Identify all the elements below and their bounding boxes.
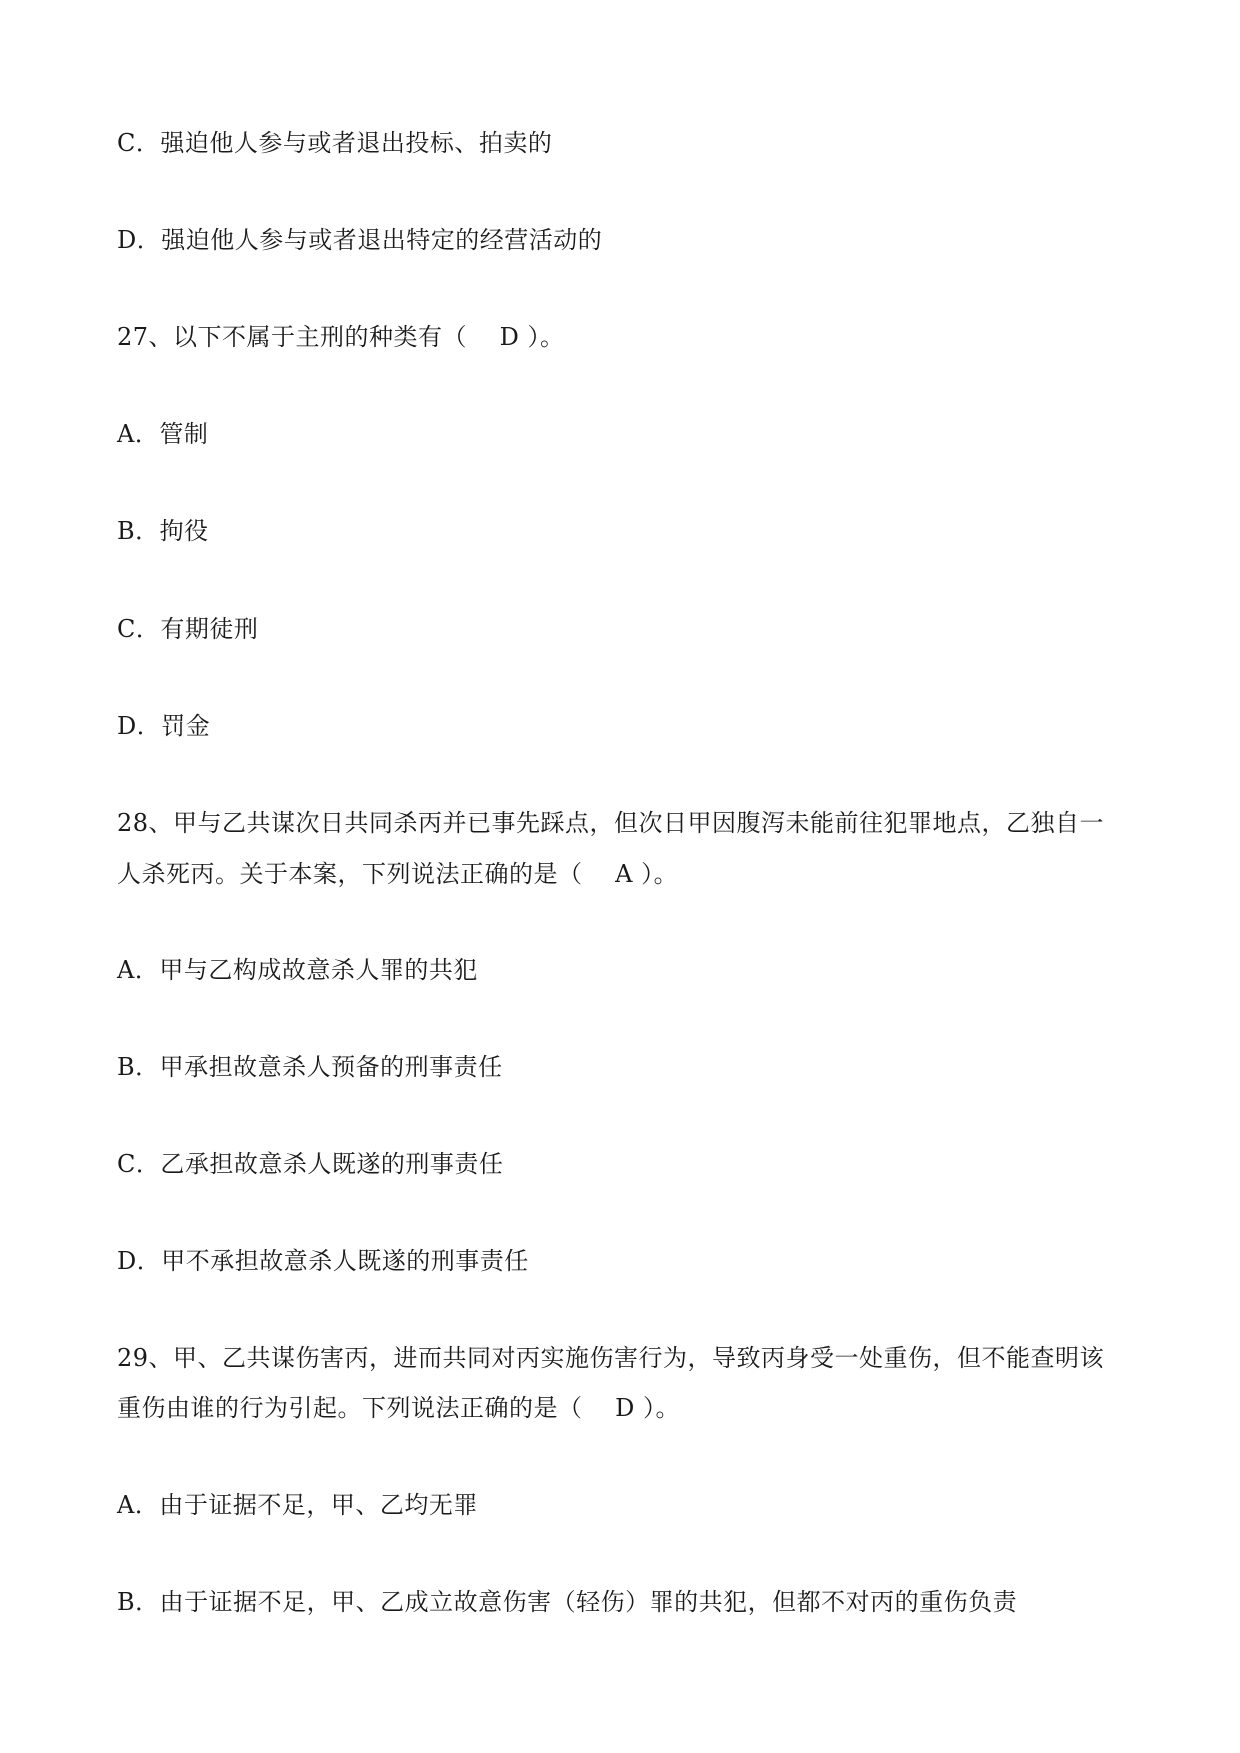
option-b-q29: B．由于证据不足，甲、乙成立故意伤害（轻伤）罪的共犯，但都不对丙的重伤负责 bbox=[117, 1588, 1018, 1616]
option-d-q28: D．甲不承担故意杀人既遂的刑事责任 bbox=[117, 1247, 529, 1275]
option-a-q29: A．由于证据不足，甲、乙均无罪 bbox=[117, 1491, 478, 1519]
option-d-q27: D．罚金 bbox=[117, 712, 211, 740]
option-a-q27: A．管制 bbox=[117, 420, 209, 448]
option-a-q28: A．甲与乙构成故意杀人罪的共犯 bbox=[117, 956, 478, 984]
question-29-line-2: 重伤由谁的行为引起。下列说法正确的是（ D ）。 bbox=[117, 1394, 680, 1422]
option-b-q28: B．甲承担故意杀人预备的刑事责任 bbox=[117, 1053, 503, 1081]
option-c-q27: C．有期徒刑 bbox=[117, 615, 259, 643]
option-c-q28: C．乙承担故意杀人既遂的刑事责任 bbox=[117, 1150, 504, 1178]
option-b-q27: B．拘役 bbox=[117, 517, 209, 545]
question-28-line-1: 28、甲与乙共谋次日共同杀丙并已事先踩点，但次日甲因腹泻未能前往犯罪地点，乙独自一 bbox=[117, 809, 1105, 837]
question-29-line-1: 29、甲、乙共谋伤害丙，进而共同对丙实施伤害行为，导致丙身受一处重伤，但不能查明该 bbox=[117, 1344, 1105, 1372]
question-27: 27、以下不属于主刑的种类有（ D ）。 bbox=[117, 323, 565, 351]
option-d-q26: D．强迫他人参与或者退出特定的经营活动的 bbox=[117, 226, 603, 254]
question-28-line-2: 人杀死丙。关于本案，下列说法正确的是（ A ）。 bbox=[117, 860, 679, 888]
option-c-q26: C．强迫他人参与或者退出投标、拍卖的 bbox=[117, 129, 553, 157]
